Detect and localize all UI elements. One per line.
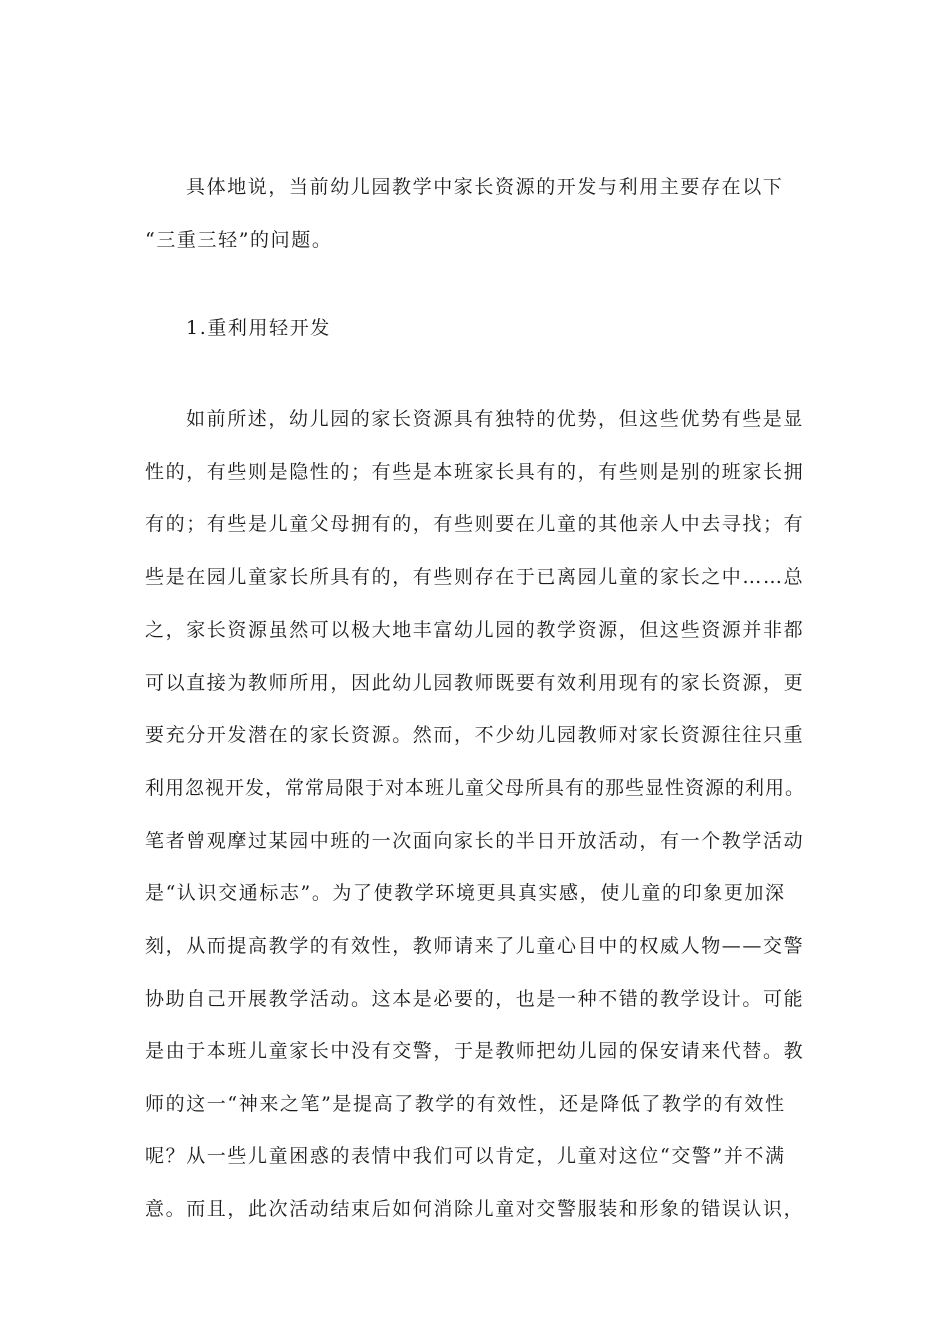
paragraph-line: 些是在园儿童家长所具有的，有些则存在于已离园儿童的家长之中……总 [145,566,805,588]
paragraph-line: 有的；有些是儿童父母拥有的，有些则要在儿童的其他亲人中去寻找；有 [145,513,805,535]
paragraph-line: 呢？从一些儿童困惑的表情中我们可以肯定，儿童对这位“交警”并不满 [145,1145,786,1167]
paragraph-line: 协助自己开展教学活动。这本是必要的，也是一种不错的教学设计。可能 [145,988,805,1010]
paragraph-line: 利用忽视开发，常常局限于对本班儿童父母所具有的那些显性资源的利用。 [145,777,806,799]
paragraph-line: 笔者曾观摩过某园中班的一次面向家长的半日开放活动，有一个教学活动 [145,830,805,852]
paragraph-line: 师的这一“神来之笔”是提高了教学的有效性，还是降低了教学的有效性 [145,1093,786,1115]
paragraph-line: 之，家长资源虽然可以极大地丰富幼儿园的教学资源，但这些资源并非都 [145,619,805,641]
paragraph-line: 是由于本班儿童家长中没有交警，于是教师把幼儿园的保安请来代替。教 [145,1040,805,1062]
section-heading: 1.重利用轻开发 [186,317,331,339]
paragraph-line: 是“认识交通标志”。为了使教学环境更具真实感，使儿童的印象更加深 [145,882,786,904]
paragraph-line: 要充分开发潜在的家长资源。然而，不少幼儿园教师对家长资源往往只重 [145,724,805,746]
paragraph-line: 可以直接为教师所用，因此幼儿园教师既要有效利用现有的家长资源，更 [145,672,805,694]
paragraph-line: 如前所述，幼儿园的家长资源具有独特的优势，但这些优势有些是显 [186,408,805,430]
paragraph-line: 性的，有些则是隐性的；有些是本班家长具有的，有些则是别的班家长拥 [145,461,805,483]
paragraph-line: 具体地说，当前幼儿园教学中家长资源的开发与利用主要存在以下 [186,176,784,198]
paragraph-line: 意。而且，此次活动结束后如何消除儿童对交警服装和形象的错误认识， [145,1198,805,1220]
paragraph-line: 刻，从而提高教学的有效性，教师请来了儿童心目中的权威人物——交警 [145,935,805,957]
paragraph-line: “三重三轻”的问题。 [145,229,333,251]
